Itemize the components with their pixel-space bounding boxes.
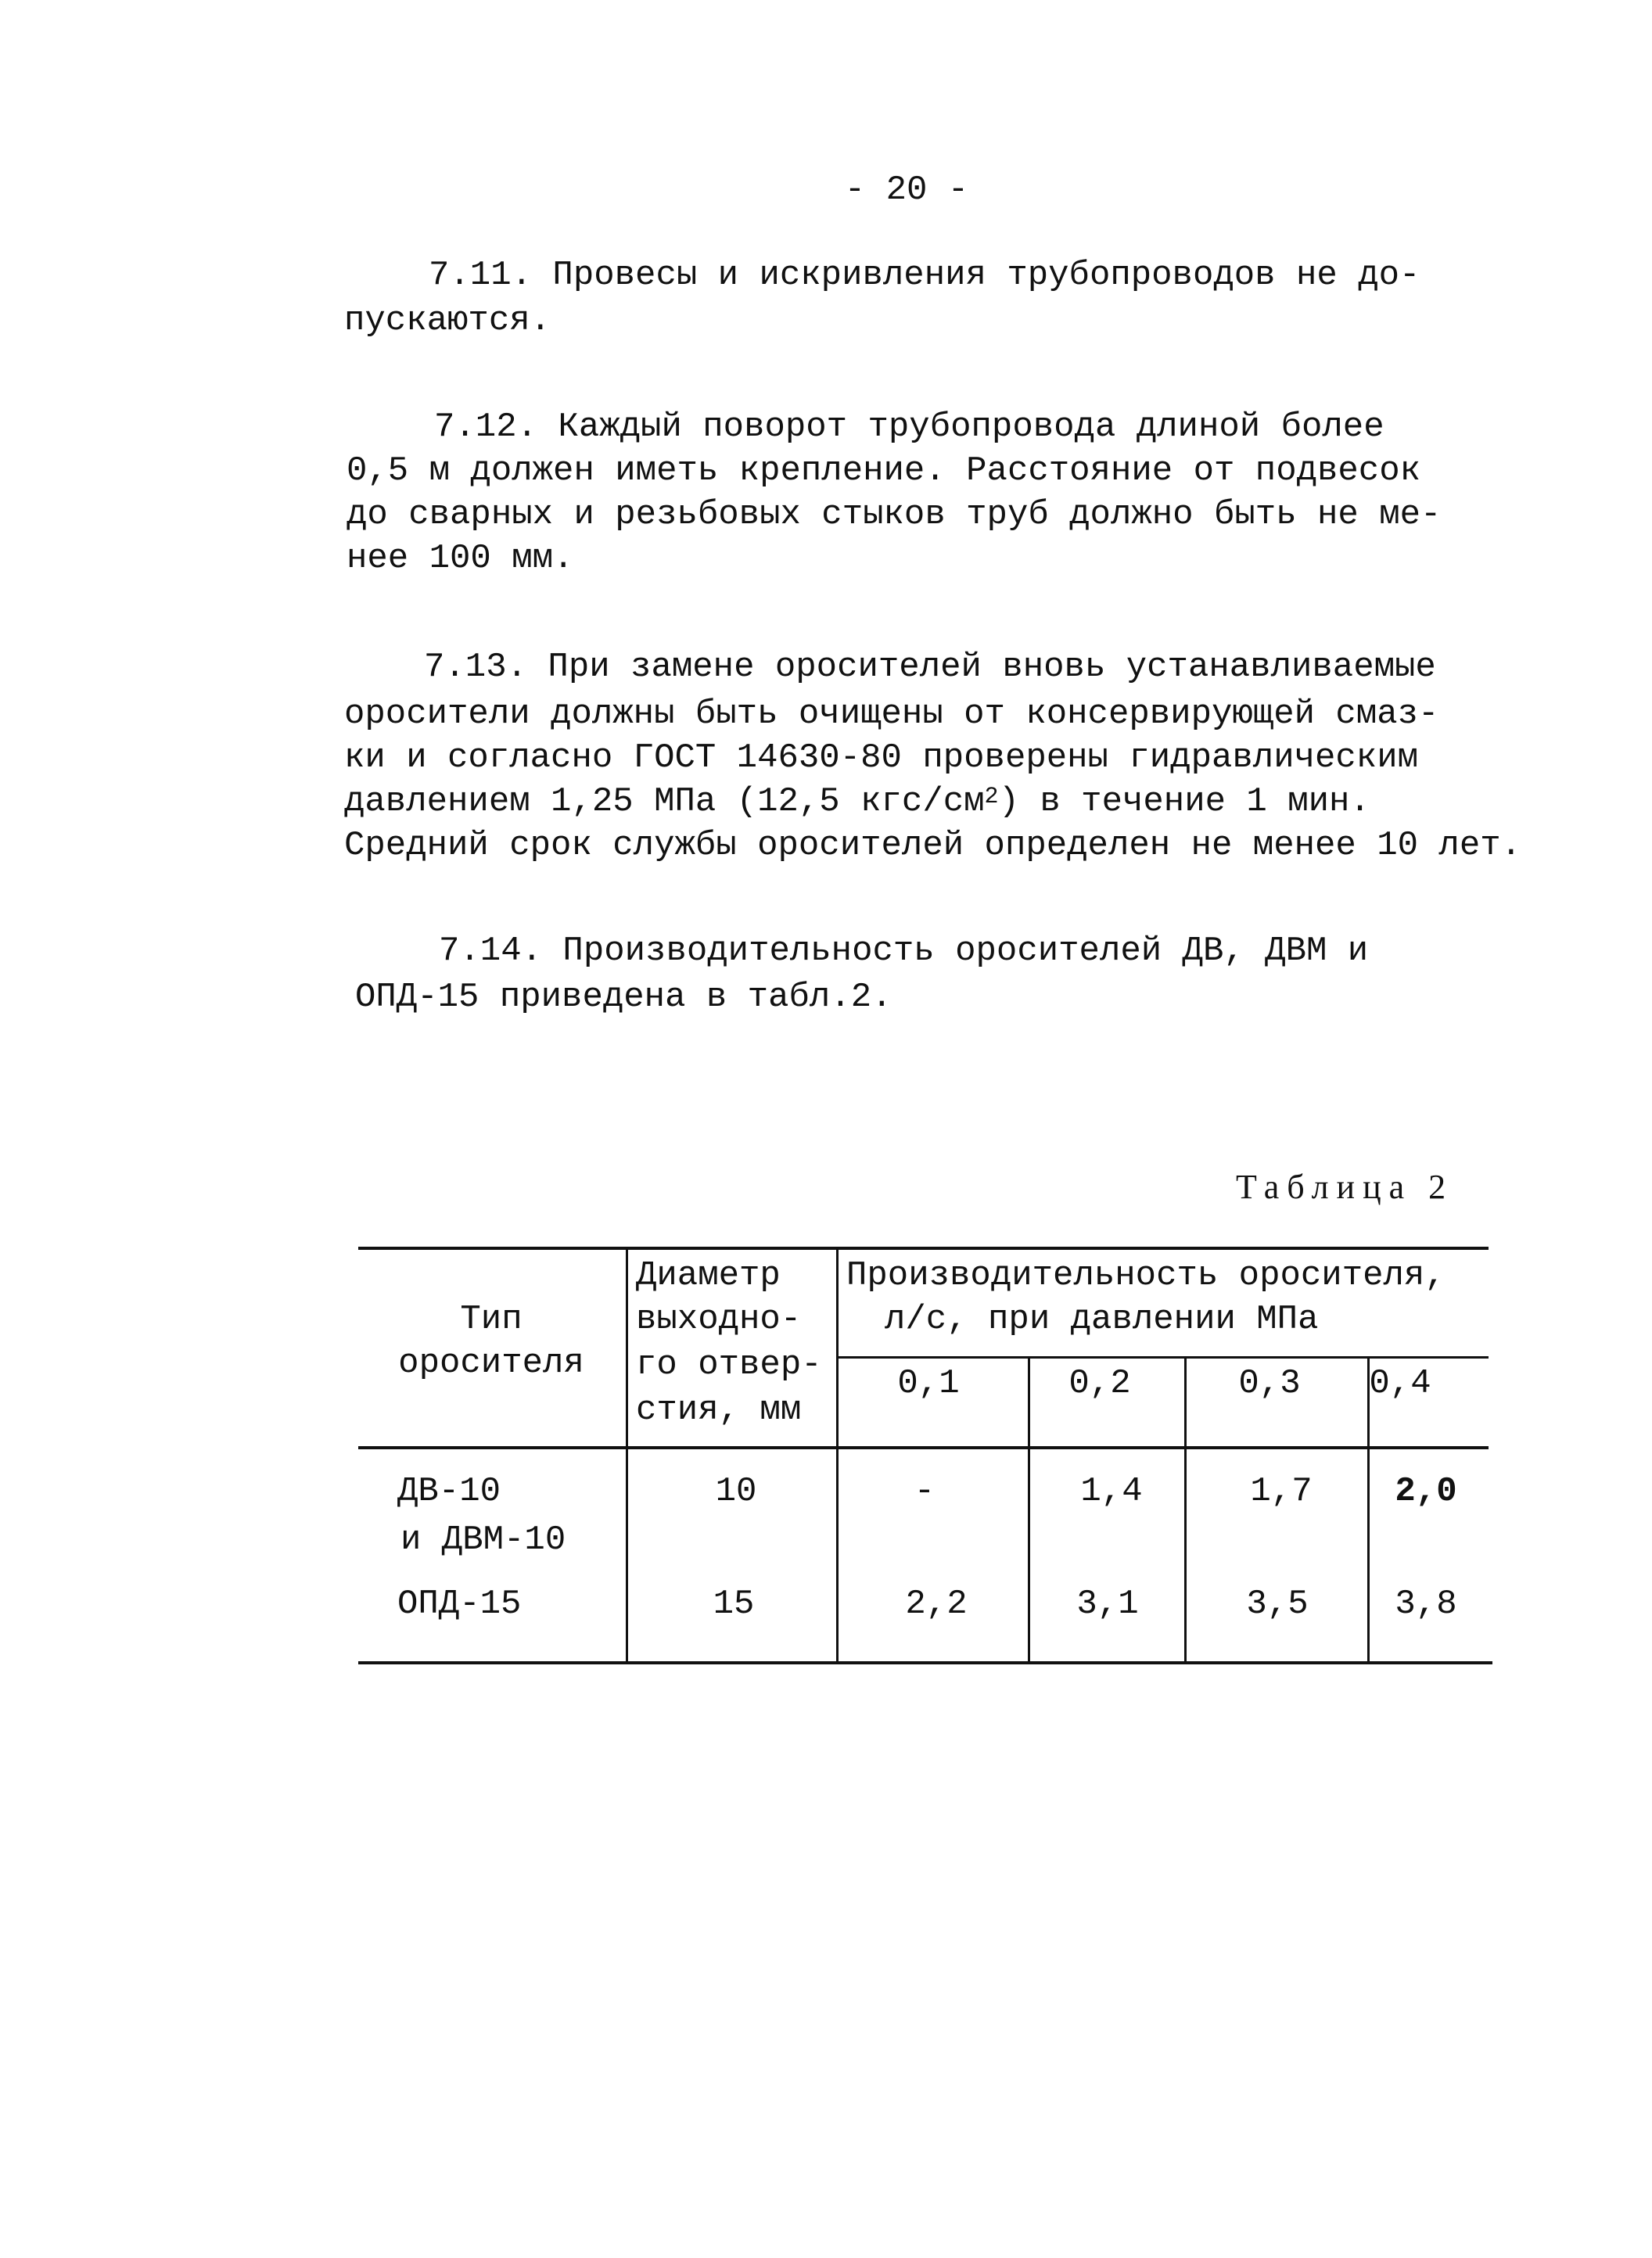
column-divider xyxy=(1184,1357,1187,1663)
paragraph-7-13-line xyxy=(344,782,1370,821)
cell-value: 2,0 xyxy=(1395,1472,1457,1511)
text: давлением 1,25 МПа (12,5 кгс/см xyxy=(344,782,985,821)
header-capacity: л/с, при давлении МПа xyxy=(885,1300,1319,1339)
table-caption: Таблица 2 xyxy=(1236,1168,1454,1206)
header-pressure: 0,1 xyxy=(897,1364,960,1403)
cell-value: 3,1 xyxy=(1076,1585,1139,1624)
column-divider xyxy=(626,1248,628,1663)
cell-value: 1,7 xyxy=(1250,1472,1313,1511)
paragraph-7-14-line: ОПД-15 приведена в табл.2. xyxy=(355,978,892,1017)
paragraph-7-12-line: нее 100 мм. xyxy=(347,539,574,578)
paragraph-7-11-line: 7.11. Провесы и искривления трубопроводов не до- xyxy=(429,256,1420,295)
paragraph-7-12-line: до сварных и резьбовых стыков труб должно быть не ме- xyxy=(347,495,1442,534)
paragraph-7-12-line: 0,5 м должен иметь крепление. Расстояние от подвесок xyxy=(347,451,1421,490)
header-type: Тип xyxy=(460,1300,523,1339)
header-pressure: 0,2 xyxy=(1068,1364,1131,1403)
cell-value: 3,8 xyxy=(1395,1585,1457,1624)
table-top-rule xyxy=(358,1247,1489,1250)
cell-type: ОПД-15 xyxy=(397,1585,522,1624)
cell-value: 3,5 xyxy=(1246,1585,1309,1624)
header-capacity: Производительность оросителя, xyxy=(846,1256,1446,1295)
column-divider xyxy=(1028,1357,1030,1663)
column-divider xyxy=(836,1248,839,1663)
table-header-rule xyxy=(358,1446,1489,1449)
paragraph-7-13-line: оросители должны быть очищены от консервирующей смаз- xyxy=(344,695,1439,734)
cell-diameter: 15 xyxy=(713,1585,755,1624)
cell-value: 1,4 xyxy=(1080,1472,1143,1511)
cell-type: и ДВМ-10 xyxy=(400,1520,566,1560)
header-pressure: 0,4 xyxy=(1369,1364,1431,1403)
paragraph-7-11-line: пускаются. xyxy=(344,301,551,340)
paragraph-7-12-line: 7.12. Каждый поворот трубопровода длиной более xyxy=(434,407,1384,447)
cell-value: - xyxy=(914,1472,936,1511)
cell-value: 2,2 xyxy=(905,1585,968,1624)
cell-diameter: 10 xyxy=(715,1472,757,1511)
header-diameter: стия, мм xyxy=(636,1391,802,1430)
text: ) в течение 1 мин. xyxy=(998,782,1370,821)
page-number: - 20 - xyxy=(844,171,969,210)
header-diameter: выходно- xyxy=(636,1300,802,1339)
cell-type: ДВ-10 xyxy=(397,1472,501,1511)
header-type: оросителя xyxy=(398,1344,584,1383)
paragraph-7-13-line: 7.13. При замене оросителей вновь устанавливаемые xyxy=(424,648,1436,687)
paragraph-7-13-line: ки и согласно ГОСТ 14630-80 проверены гидравлическим xyxy=(344,738,1419,777)
paragraph-7-13-line: Средний срок службы оросителей определен не менее 10 лет. xyxy=(344,826,1522,865)
header-pressure: 0,3 xyxy=(1238,1364,1301,1403)
header-diameter: го отвер- xyxy=(636,1345,822,1384)
superscript: 2 xyxy=(984,784,999,810)
header-diameter: Диаметр xyxy=(636,1256,781,1295)
paragraph-7-14-line: 7.14. Производительность оросителей ДВ, ДВМ и xyxy=(439,932,1369,971)
table-subheader-rule xyxy=(836,1356,1489,1359)
table-bottom-rule xyxy=(358,1661,1492,1664)
